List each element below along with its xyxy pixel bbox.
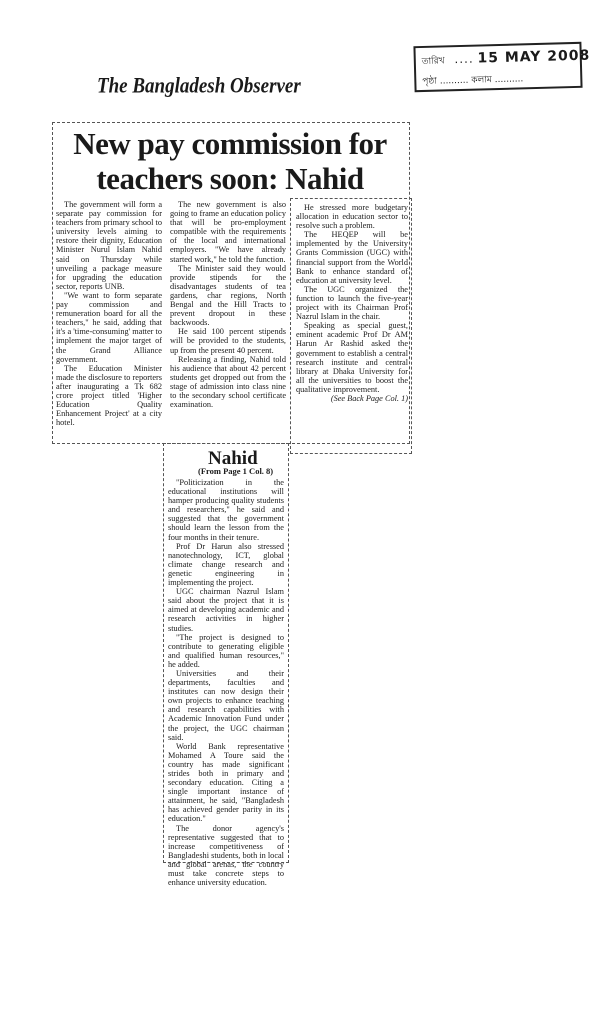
- date-stamp: [413, 42, 591, 92]
- paragraph: "Politicization in the educational institutions will hamper producing quality students and researchers," he said and suggested that the government should learn the lesson from the four months in their tenure.: [168, 478, 284, 542]
- article-column-4: [168, 478, 284, 888]
- paragraph: "We want to form separate pay commission and remuneration board for all the teachers," he said, adding that it's a 'time-consuming' matter to implement the major target of the Grand Alliance government.: [56, 290, 162, 364]
- paragraph: UGC chairman Nazrul Islam said about the project that it is aimed at developing academic and research activities in higher studies.: [168, 587, 284, 633]
- paragraph: The Education Minister made the disclosure to reporters after inaugurating a Tk 682 crore project titled 'Higher Education Quality Enhancement Project' at a city hotel.: [56, 363, 162, 428]
- paragraph: Speaking as special guest, eminent academic Prof Dr AM Harun Ar Rashid asked the government to establish a central research institute and central library at Dhaka University for all the universities to boost the qualitative improvement.: [296, 321, 408, 394]
- newspaper-name: The Bangladesh Observer: [97, 74, 301, 99]
- article-column-1: [56, 200, 162, 440]
- stamp-date-label: তারিখ: [421, 56, 445, 67]
- paragraph: Releasing a finding, Nahid told his audience that about 42 percent students get dropped out from the stage of admission into class nine to the secondary school certificate examination.: [170, 354, 286, 410]
- paragraph: He said 100 percent stipends will be provided to the students, up from the present 40 percent.: [170, 327, 286, 355]
- paragraph: World Bank representative Mohamed A Toure said the country has made significant strides both in primary and secondary education. Citing a single important instance of attainment, he said, "Bangladesh has achieved gender parity in its education.": [168, 741, 284, 824]
- paragraph: The donor agency's representative suggested that to increase competitiveness of Bangladeshi students, both in local and global arenas, the country must take concrete steps to enhance university education.: [168, 823, 284, 888]
- article-column-2: [170, 200, 286, 440]
- paragraph: "The project is designed to contribute to generating eligible and qualified human resources," he added.: [168, 632, 284, 669]
- paragraph: The HEQEP will be implemented by the University Grants Commission (UGC) with financial support from the World Bank to enhance standard of education at university level.: [296, 230, 408, 285]
- headline-line-2: teachers soon: Nahid: [96, 161, 364, 196]
- article-column-3: [296, 203, 408, 451]
- paragraph: Universities and their departments, faculties and institutes can now design their own projects to enhance teaching and research capabilities with Academic Innovation Fund under the project, the UGC chairman said.: [168, 668, 284, 742]
- continuation-from: (From Page 1 Col. 8): [198, 466, 274, 476]
- paragraph: The Minister said they would provide stipends for the disadvantages students of tea gardens, char regions, North Bengal and the Hill Tracts to prevent dropout in these backwoods.: [170, 263, 286, 328]
- paragraph: Prof Dr Harun also stressed nanotechnology, ICT, global climate change research and genetic engineering in implementing the project.: [168, 541, 284, 588]
- paragraph: The UGC organized the function to launch the five-year project with its Chairman Prof Nazrul Islam in the chair.: [296, 284, 408, 322]
- headline-line-1: New pay commission for: [73, 126, 387, 161]
- paragraph: He stressed more budgetary allocation in education sector to resolve such a problem.: [296, 203, 408, 231]
- see-back-page-note: (See Back Page Col. 1): [330, 393, 408, 403]
- continuation-title: Nahid: [208, 448, 258, 469]
- stamp-page-label: পৃষ্ঠা .......... কলাম ..........: [422, 74, 524, 87]
- stamp-dots: ....: [454, 51, 474, 67]
- headline: [50, 126, 410, 196]
- paragraph: The new government is also going to frame an education policy that will be pro-employment compatible with the requirements of the local and international employers. "We have already started work," he told the function.: [170, 200, 286, 264]
- stamp-date: 15 MAY 2008: [477, 47, 591, 67]
- paragraph: The government will form a separate pay commission for teachers from primary school to university levels aiming to restore their dignity, Education Minister Nurul Islam Nahid said on Thursday while unveiling a package measure for upgrading the education sector, reports UNB.: [56, 200, 162, 291]
